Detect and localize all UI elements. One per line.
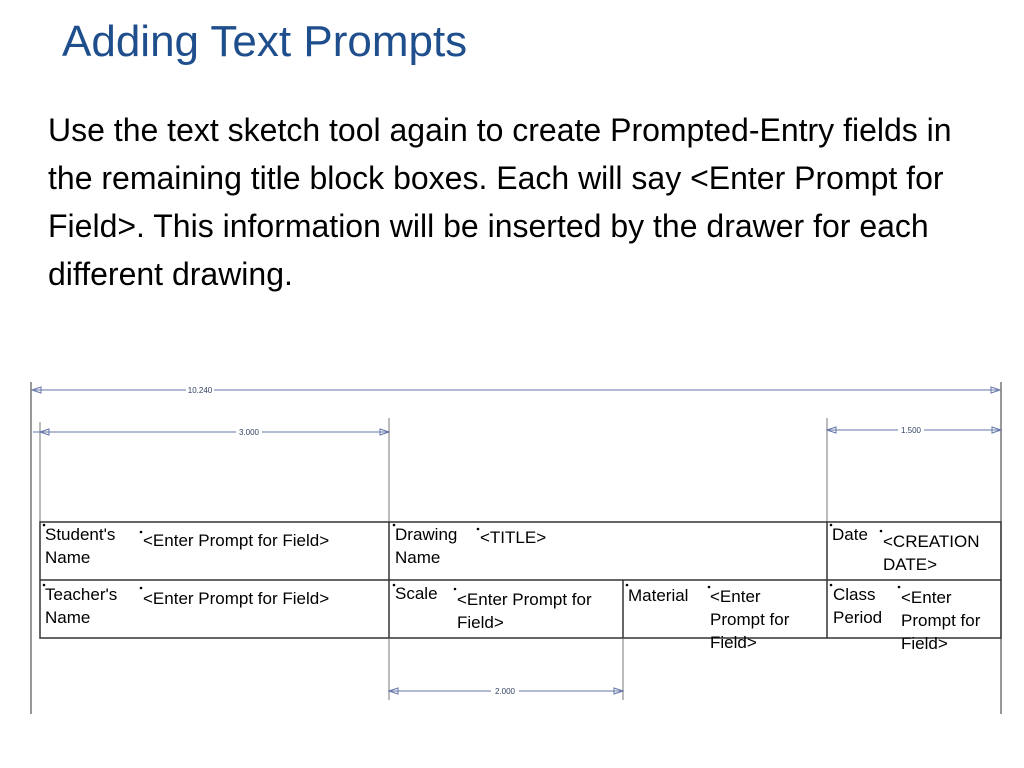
title-block-drawing [28,378,1012,718]
material-prompt: <Enter Prompt for Field> [710,587,790,652]
scale-prompt: <Enter Prompt for Field> [457,590,592,632]
dimension-left-label: 3.000 [238,428,260,437]
slide-title: Adding Text Prompts [62,17,468,66]
material-label: Material [628,586,689,605]
dimension-scale-box [389,686,623,696]
scale-label: Scale [395,584,438,603]
students-name-prompt: <Enter Prompt for Field> [143,531,330,550]
drawing-name-label: Drawing Name [395,525,458,567]
dimension-overall-label: 10.240 [187,386,213,395]
students-name-label: Student's Name [45,525,116,567]
title-block-svg [28,378,1012,718]
date-prompt: <CREATION DATE> [883,532,980,574]
class-period-label: Class Period [833,585,883,627]
teachers-name-prompt: <Enter Prompt for Field> [143,589,330,608]
dimension-right [827,425,1001,435]
dimension-scale-box-label: 2.000 [494,687,516,696]
instruction-paragraph: Use the text sketch tool again to create Prompted-Entry fields in the remaining title block boxes. Each will say <Enter Prompt for Field>. This information will be inserted by the drawer for each different drawing. [48,112,952,292]
drawing-name-prompt: <TITLE> [480,528,547,547]
dimension-left [33,427,389,437]
dimension-right-label: 1.500 [900,426,922,435]
class-period-prompt: <Enter Prompt for Field> [901,588,981,653]
dimension-overall [32,385,1000,395]
date-label: Date [832,525,868,544]
teachers-name-label: Teacher's Name [45,585,118,627]
